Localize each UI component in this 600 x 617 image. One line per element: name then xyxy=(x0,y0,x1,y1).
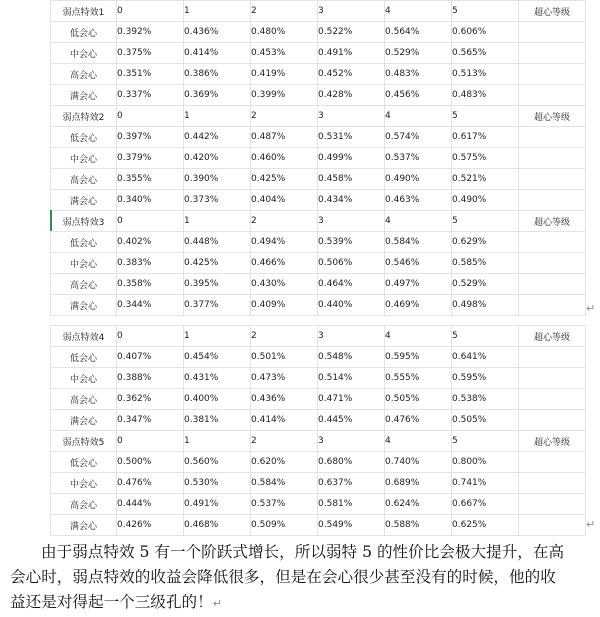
level-column-header: 5 xyxy=(452,1,519,22)
empty-cell xyxy=(519,494,586,515)
value-cell: 0.351% xyxy=(117,64,184,85)
empty-cell xyxy=(519,148,586,169)
empty-cell xyxy=(519,85,586,106)
value-cell: 0.386% xyxy=(184,64,251,85)
block-title: 弱点特效1 xyxy=(51,1,117,22)
value-cell: 0.560% xyxy=(184,452,251,473)
empty-cell xyxy=(519,127,586,148)
value-cell: 0.637% xyxy=(318,473,385,494)
value-cell: 0.414% xyxy=(251,410,318,431)
value-cell: 0.595% xyxy=(385,347,452,368)
row-label: 满会心 xyxy=(51,85,117,106)
paragraph-mark-icon: ↵ xyxy=(586,518,596,531)
value-cell: 0.425% xyxy=(251,169,318,190)
row-label: 中会心 xyxy=(51,368,117,389)
level-column-header: 4 xyxy=(385,431,452,452)
level-column-header: 5 xyxy=(452,211,519,232)
value-cell: 0.537% xyxy=(251,494,318,515)
row-label: 高会心 xyxy=(51,64,117,85)
value-cell: 0.624% xyxy=(385,494,452,515)
paragraph-mark-icon: ↵ xyxy=(212,597,222,610)
value-cell: 0.399% xyxy=(251,85,318,106)
row-label: 低会心 xyxy=(51,232,117,253)
row-label: 低会心 xyxy=(51,22,117,43)
value-cell: 0.581% xyxy=(318,494,385,515)
value-cell: 0.530% xyxy=(184,473,251,494)
level-column-header: 0 xyxy=(117,326,184,347)
row-label: 中会心 xyxy=(51,148,117,169)
table-row xyxy=(51,127,586,148)
level-column-header: 2 xyxy=(251,1,318,22)
value-cell: 0.445% xyxy=(318,410,385,431)
grade-column-header: 超心等级 xyxy=(519,326,586,347)
level-column-header: 0 xyxy=(117,1,184,22)
value-cell: 0.588% xyxy=(385,515,452,536)
grade-column-header: 超心等级 xyxy=(519,106,586,127)
level-column-header: 5 xyxy=(452,431,519,452)
value-cell: 0.337% xyxy=(117,85,184,106)
value-cell: 0.498% xyxy=(452,295,519,316)
value-cell: 0.390% xyxy=(184,169,251,190)
row-label: 低会心 xyxy=(51,127,117,148)
value-cell: 0.347% xyxy=(117,410,184,431)
empty-cell xyxy=(519,473,586,494)
value-cell: 0.490% xyxy=(385,169,452,190)
value-cell: 0.460% xyxy=(251,148,318,169)
value-cell: 0.509% xyxy=(251,515,318,536)
text-cursor-bar xyxy=(50,210,52,231)
block-header-row xyxy=(51,1,586,22)
value-cell: 0.537% xyxy=(385,148,452,169)
table-row xyxy=(51,169,586,190)
value-cell: 0.505% xyxy=(452,410,519,431)
weakness-effect-table-2 xyxy=(50,325,586,536)
value-cell: 0.595% xyxy=(452,368,519,389)
value-cell: 0.407% xyxy=(117,347,184,368)
value-cell: 0.400% xyxy=(184,389,251,410)
value-cell: 0.641% xyxy=(452,347,519,368)
value-cell: 0.409% xyxy=(251,295,318,316)
level-column-header: 2 xyxy=(251,211,318,232)
table-row xyxy=(51,148,586,169)
empty-cell xyxy=(519,389,586,410)
value-cell: 0.549% xyxy=(318,515,385,536)
value-cell: 0.454% xyxy=(184,347,251,368)
block-title: 弱点特效3 xyxy=(51,211,117,232)
value-cell: 0.490% xyxy=(452,190,519,211)
value-cell: 0.500% xyxy=(117,452,184,473)
value-cell: 0.529% xyxy=(385,43,452,64)
value-cell: 0.505% xyxy=(385,389,452,410)
value-cell: 0.473% xyxy=(251,368,318,389)
value-cell: 0.514% xyxy=(318,368,385,389)
value-cell: 0.483% xyxy=(385,64,452,85)
value-cell: 0.464% xyxy=(318,274,385,295)
table-row xyxy=(51,253,586,274)
empty-cell xyxy=(519,22,586,43)
level-column-header: 4 xyxy=(385,211,452,232)
value-cell: 0.555% xyxy=(385,368,452,389)
weakness-effect-table-1 xyxy=(50,0,586,316)
table-row xyxy=(51,85,586,106)
level-column-header: 4 xyxy=(385,326,452,347)
value-cell: 0.434% xyxy=(318,190,385,211)
value-cell: 0.575% xyxy=(452,148,519,169)
value-cell: 0.469% xyxy=(385,295,452,316)
paragraph-line xyxy=(10,590,595,616)
value-cell: 0.388% xyxy=(117,368,184,389)
value-cell: 0.625% xyxy=(452,515,519,536)
value-cell: 0.381% xyxy=(184,410,251,431)
empty-cell xyxy=(519,274,586,295)
value-cell: 0.617% xyxy=(452,127,519,148)
block-title: 弱点特效2 xyxy=(51,106,117,127)
value-cell: 0.428% xyxy=(318,85,385,106)
level-column-header: 3 xyxy=(318,211,385,232)
value-cell: 0.480% xyxy=(251,22,318,43)
level-column-header: 2 xyxy=(251,326,318,347)
row-label: 满会心 xyxy=(51,190,117,211)
value-cell: 0.340% xyxy=(117,190,184,211)
value-cell: 0.531% xyxy=(318,127,385,148)
empty-cell xyxy=(519,43,586,64)
value-cell: 0.483% xyxy=(452,85,519,106)
value-cell: 0.377% xyxy=(184,295,251,316)
value-cell: 0.564% xyxy=(385,22,452,43)
value-cell: 0.538% xyxy=(452,389,519,410)
empty-cell xyxy=(519,169,586,190)
level-column-header: 1 xyxy=(184,1,251,22)
level-column-header: 0 xyxy=(117,106,184,127)
paragraph-mark-icon: ↵ xyxy=(586,302,596,315)
value-cell: 0.430% xyxy=(251,274,318,295)
level-column-header: 4 xyxy=(385,106,452,127)
value-cell: 0.741% xyxy=(452,473,519,494)
value-cell: 0.395% xyxy=(184,274,251,295)
level-column-header: 2 xyxy=(251,106,318,127)
level-column-header: 3 xyxy=(318,106,385,127)
row-label: 高会心 xyxy=(51,169,117,190)
value-cell: 0.522% xyxy=(318,22,385,43)
row-label: 满会心 xyxy=(51,410,117,431)
paragraph-line-text: 益还是对得起一个三级孔的！ xyxy=(10,593,213,611)
value-cell: 0.419% xyxy=(251,64,318,85)
row-label: 低会心 xyxy=(51,347,117,368)
table-row xyxy=(51,410,586,431)
value-cell: 0.800% xyxy=(452,452,519,473)
value-cell: 0.448% xyxy=(184,232,251,253)
level-column-header: 0 xyxy=(117,211,184,232)
row-label: 中会心 xyxy=(51,473,117,494)
value-cell: 0.369% xyxy=(184,85,251,106)
level-column-header: 1 xyxy=(184,326,251,347)
row-label: 中会心 xyxy=(51,43,117,64)
empty-cell xyxy=(519,515,586,536)
value-cell: 0.584% xyxy=(251,473,318,494)
row-label: 高会心 xyxy=(51,494,117,515)
value-cell: 0.468% xyxy=(184,515,251,536)
value-cell: 0.548% xyxy=(318,347,385,368)
value-cell: 0.565% xyxy=(452,43,519,64)
paragraph-line: 会心时，弱点特效的收益会降低很多，但是在会心很少甚至没有的时候，他的收 xyxy=(10,568,556,586)
value-cell: 0.392% xyxy=(117,22,184,43)
level-column-header: 2 xyxy=(251,431,318,452)
value-cell: 0.539% xyxy=(318,232,385,253)
grade-column-header: 超心等级 xyxy=(519,211,586,232)
value-cell: 0.606% xyxy=(452,22,519,43)
row-label: 低会心 xyxy=(51,452,117,473)
value-cell: 0.458% xyxy=(318,169,385,190)
value-cell: 0.680% xyxy=(318,452,385,473)
value-cell: 0.420% xyxy=(184,148,251,169)
table-row xyxy=(51,473,586,494)
level-column-header: 3 xyxy=(318,1,385,22)
value-cell: 0.452% xyxy=(318,64,385,85)
value-cell: 0.740% xyxy=(385,452,452,473)
table-row xyxy=(51,515,586,536)
value-cell: 0.436% xyxy=(251,389,318,410)
value-cell: 0.497% xyxy=(385,274,452,295)
block-title: 弱点特效5 xyxy=(51,431,117,452)
value-cell: 0.494% xyxy=(251,232,318,253)
empty-cell xyxy=(519,368,586,389)
table-row xyxy=(51,389,586,410)
empty-cell xyxy=(519,232,586,253)
paragraph-line: 由于弱点特效 5 有一个阶跃式增长，所以弱特 5 的性价比会极大提升，在高 xyxy=(41,543,565,561)
value-cell: 0.453% xyxy=(251,43,318,64)
level-column-header: 1 xyxy=(184,431,251,452)
analysis-paragraph xyxy=(10,540,595,616)
value-cell: 0.499% xyxy=(318,148,385,169)
row-label: 高会心 xyxy=(51,389,117,410)
table-row xyxy=(51,274,586,295)
value-cell: 0.344% xyxy=(117,295,184,316)
value-cell: 0.501% xyxy=(251,347,318,368)
value-cell: 0.585% xyxy=(452,253,519,274)
value-cell: 0.355% xyxy=(117,169,184,190)
table-row xyxy=(51,64,586,85)
value-cell: 0.442% xyxy=(184,127,251,148)
value-cell: 0.476% xyxy=(385,410,452,431)
value-cell: 0.466% xyxy=(251,253,318,274)
value-cell: 0.397% xyxy=(117,127,184,148)
row-label: 中会心 xyxy=(51,253,117,274)
value-cell: 0.529% xyxy=(452,274,519,295)
empty-cell xyxy=(519,410,586,431)
block-header-row xyxy=(51,326,586,347)
block-header-row xyxy=(51,431,586,452)
value-cell: 0.546% xyxy=(385,253,452,274)
value-cell: 0.463% xyxy=(385,190,452,211)
table-row xyxy=(51,43,586,64)
empty-cell xyxy=(519,347,586,368)
block-title: 弱点特效4 xyxy=(51,326,117,347)
value-cell: 0.436% xyxy=(184,22,251,43)
value-cell: 0.629% xyxy=(452,232,519,253)
value-cell: 0.375% xyxy=(117,43,184,64)
level-column-header: 3 xyxy=(318,431,385,452)
value-cell: 0.667% xyxy=(452,494,519,515)
value-cell: 0.620% xyxy=(251,452,318,473)
value-cell: 0.358% xyxy=(117,274,184,295)
value-cell: 0.444% xyxy=(117,494,184,515)
table-row xyxy=(51,232,586,253)
value-cell: 0.404% xyxy=(251,190,318,211)
value-cell: 0.584% xyxy=(385,232,452,253)
row-label: 满会心 xyxy=(51,515,117,536)
empty-cell xyxy=(519,253,586,274)
value-cell: 0.431% xyxy=(184,368,251,389)
value-cell: 0.506% xyxy=(318,253,385,274)
table-row xyxy=(51,368,586,389)
block-header-row xyxy=(51,211,586,232)
level-column-header: 5 xyxy=(452,106,519,127)
value-cell: 0.513% xyxy=(452,64,519,85)
value-cell: 0.491% xyxy=(184,494,251,515)
level-column-header: 5 xyxy=(452,326,519,347)
empty-cell xyxy=(519,64,586,85)
block-header-row xyxy=(51,106,586,127)
value-cell: 0.689% xyxy=(385,473,452,494)
value-cell: 0.402% xyxy=(117,232,184,253)
table-row xyxy=(51,190,586,211)
table-row xyxy=(51,494,586,515)
value-cell: 0.471% xyxy=(318,389,385,410)
table-row xyxy=(51,452,586,473)
level-column-header: 3 xyxy=(318,326,385,347)
level-column-header: 0 xyxy=(117,431,184,452)
row-label: 满会心 xyxy=(51,295,117,316)
value-cell: 0.440% xyxy=(318,295,385,316)
value-cell: 0.414% xyxy=(184,43,251,64)
grade-column-header: 超心等级 xyxy=(519,431,586,452)
empty-cell xyxy=(519,190,586,211)
level-column-header: 4 xyxy=(385,1,452,22)
grade-column-header: 超心等级 xyxy=(519,1,586,22)
table-row xyxy=(51,295,586,316)
row-label: 高会心 xyxy=(51,274,117,295)
level-column-header: 1 xyxy=(184,106,251,127)
value-cell: 0.383% xyxy=(117,253,184,274)
empty-cell xyxy=(519,452,586,473)
level-column-header: 1 xyxy=(184,211,251,232)
value-cell: 0.425% xyxy=(184,253,251,274)
value-cell: 0.379% xyxy=(117,148,184,169)
value-cell: 0.491% xyxy=(318,43,385,64)
empty-cell xyxy=(519,295,586,316)
value-cell: 0.487% xyxy=(251,127,318,148)
value-cell: 0.521% xyxy=(452,169,519,190)
value-cell: 0.426% xyxy=(117,515,184,536)
value-cell: 0.476% xyxy=(117,473,184,494)
table-row xyxy=(51,22,586,43)
value-cell: 0.456% xyxy=(385,85,452,106)
value-cell: 0.373% xyxy=(184,190,251,211)
table-row xyxy=(51,347,586,368)
value-cell: 0.362% xyxy=(117,389,184,410)
value-cell: 0.574% xyxy=(385,127,452,148)
